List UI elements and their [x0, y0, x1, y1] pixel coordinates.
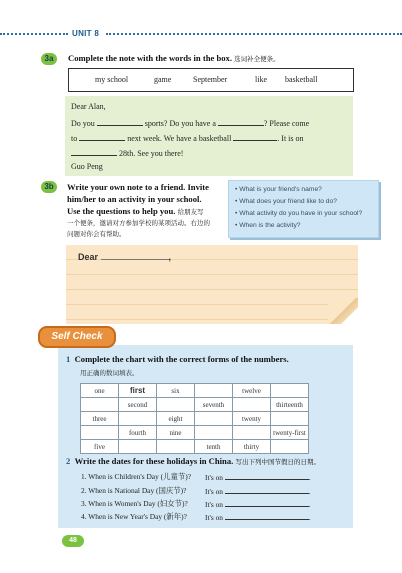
- table-cell: twelve: [233, 384, 271, 398]
- table-cell-blank[interactable]: [195, 412, 233, 426]
- blank-4[interactable]: [233, 132, 277, 141]
- word-like: like: [255, 75, 267, 84]
- blank-1[interactable]: [97, 117, 143, 126]
- holiday-answer-blank[interactable]: [225, 471, 309, 480]
- holiday-answer: It's on .: [205, 513, 311, 522]
- table-cell-blank[interactable]: [195, 384, 233, 398]
- table-cell: fourth: [119, 426, 157, 440]
- note-line-1: Do you sports? Do you have a ? Please come: [71, 119, 310, 128]
- word-basketball: basketball: [285, 75, 318, 84]
- note-3a: [65, 96, 353, 176]
- instruction-3a: [68, 53, 280, 63]
- unit-label: UNIT 8: [72, 29, 100, 38]
- note-greeting: Dear Alan,: [71, 102, 106, 111]
- table-cell-blank[interactable]: [271, 440, 309, 454]
- blank-5[interactable]: [71, 147, 117, 156]
- holiday-question: 2. When is National Day (国庆节)?: [81, 486, 187, 495]
- instruction-3b-cn-line-3: 问题对你会有帮助。: [67, 231, 126, 238]
- instruction-3a-text: Complete the note with the words in the box.: [68, 53, 232, 63]
- word-my-school: my school: [95, 75, 129, 84]
- table-row: [81, 384, 309, 398]
- page-number: 48: [62, 535, 84, 547]
- table-cell-blank[interactable]: [233, 426, 271, 440]
- word-game: game: [154, 75, 172, 84]
- table-cell: six: [157, 384, 195, 398]
- table-row: [81, 440, 309, 454]
- word-september: September: [193, 75, 228, 84]
- table-cell-blank[interactable]: [157, 440, 195, 454]
- instruction-3b-line-1: Write your own note to a friend. Invite: [67, 182, 209, 192]
- holiday-answer-blank[interactable]: [225, 511, 309, 520]
- holiday-question: 1. When is Children's Day (儿童节)?: [81, 472, 191, 481]
- table-cell-blank[interactable]: [119, 412, 157, 426]
- holiday-answer: It's on .: [205, 500, 311, 509]
- table-cell-blank[interactable]: [195, 426, 233, 440]
- instruction-3b-line-3: Use the questions to help you. 给朋友写: [67, 206, 204, 216]
- table-cell: twenty: [233, 412, 271, 426]
- table-cell: seventh: [195, 398, 233, 412]
- self-check-q2: 2 Write the dates for these holidays in China. 写出下列中国节假日的日期。: [66, 456, 320, 466]
- note-salutation: Dear ,: [78, 252, 172, 262]
- table-cell: tenth: [195, 440, 233, 454]
- table-row: [81, 426, 309, 440]
- table-cell: five: [81, 440, 119, 454]
- header-dotted-rule-left: [0, 33, 68, 35]
- table-row: [81, 412, 309, 426]
- question-box: [228, 180, 379, 238]
- table-cell: thirty: [233, 440, 271, 454]
- holiday-question: 4. When is New Year's Day (新年)?: [81, 512, 187, 521]
- exercise-badge-3b: 3b: [41, 181, 57, 193]
- note-line-2: to next week. We have a basketball . It is on: [71, 134, 304, 143]
- holiday-answer-blank[interactable]: [225, 498, 309, 507]
- blank-2[interactable]: [218, 117, 264, 126]
- holiday-answer-blank[interactable]: [225, 485, 309, 494]
- blank-3[interactable]: [79, 132, 125, 141]
- table-cell: nine: [157, 426, 195, 440]
- table-cell-blank[interactable]: [271, 384, 309, 398]
- exercise-badge-3a: 3a: [41, 53, 57, 65]
- table-cell: thirteenth: [271, 398, 309, 412]
- page-curl-decoration: [328, 298, 358, 324]
- note-line-3: 28th. See you there!: [71, 147, 183, 158]
- question-item: • What is your friend's name?: [235, 186, 322, 193]
- header-dotted-rule-right: [106, 33, 402, 35]
- holiday-question: 3. When is Women's Day (妇女节)?: [81, 499, 188, 508]
- numbers-chart: [80, 383, 309, 454]
- table-cell: one: [81, 384, 119, 398]
- table-cell-blank[interactable]: [81, 426, 119, 440]
- table-cell-blank[interactable]: [271, 412, 309, 426]
- table-row: [81, 398, 309, 412]
- table-cell: twenty-first: [271, 426, 309, 440]
- instruction-3b-cn-line-2: 一个便条，邀请对方参加学校的某项活动。右边的: [67, 220, 210, 227]
- note-signature: Guo Peng: [71, 162, 103, 171]
- self-check-badge: Self Check: [38, 326, 116, 348]
- question-item: • When is the activity?: [235, 222, 301, 229]
- word-box: [68, 68, 354, 92]
- question-item: • What does your friend like to do?: [235, 198, 337, 205]
- table-cell: three: [81, 412, 119, 426]
- holiday-answer: It's on .: [205, 473, 311, 482]
- table-cell: first: [119, 384, 157, 398]
- table-cell-blank[interactable]: [157, 398, 195, 412]
- table-cell: second: [119, 398, 157, 412]
- table-cell-blank[interactable]: [119, 440, 157, 454]
- table-cell-blank[interactable]: [81, 398, 119, 412]
- holiday-answer: It's on .: [205, 487, 311, 496]
- friend-name-blank[interactable]: [101, 251, 169, 260]
- self-check-q1: 1 Complete the chart with the correct forms of the numbers.: [66, 354, 289, 364]
- table-cell-blank[interactable]: [233, 398, 271, 412]
- question-item: • What activity do you have in your school?: [235, 210, 363, 217]
- self-check-q1-cn: 用正确的数词填表。: [80, 370, 139, 377]
- instruction-3a-cn: 选词补全便条。: [234, 56, 280, 63]
- instruction-3b-line-2: him/her to an activity in your school.: [67, 194, 202, 204]
- table-cell: eight: [157, 412, 195, 426]
